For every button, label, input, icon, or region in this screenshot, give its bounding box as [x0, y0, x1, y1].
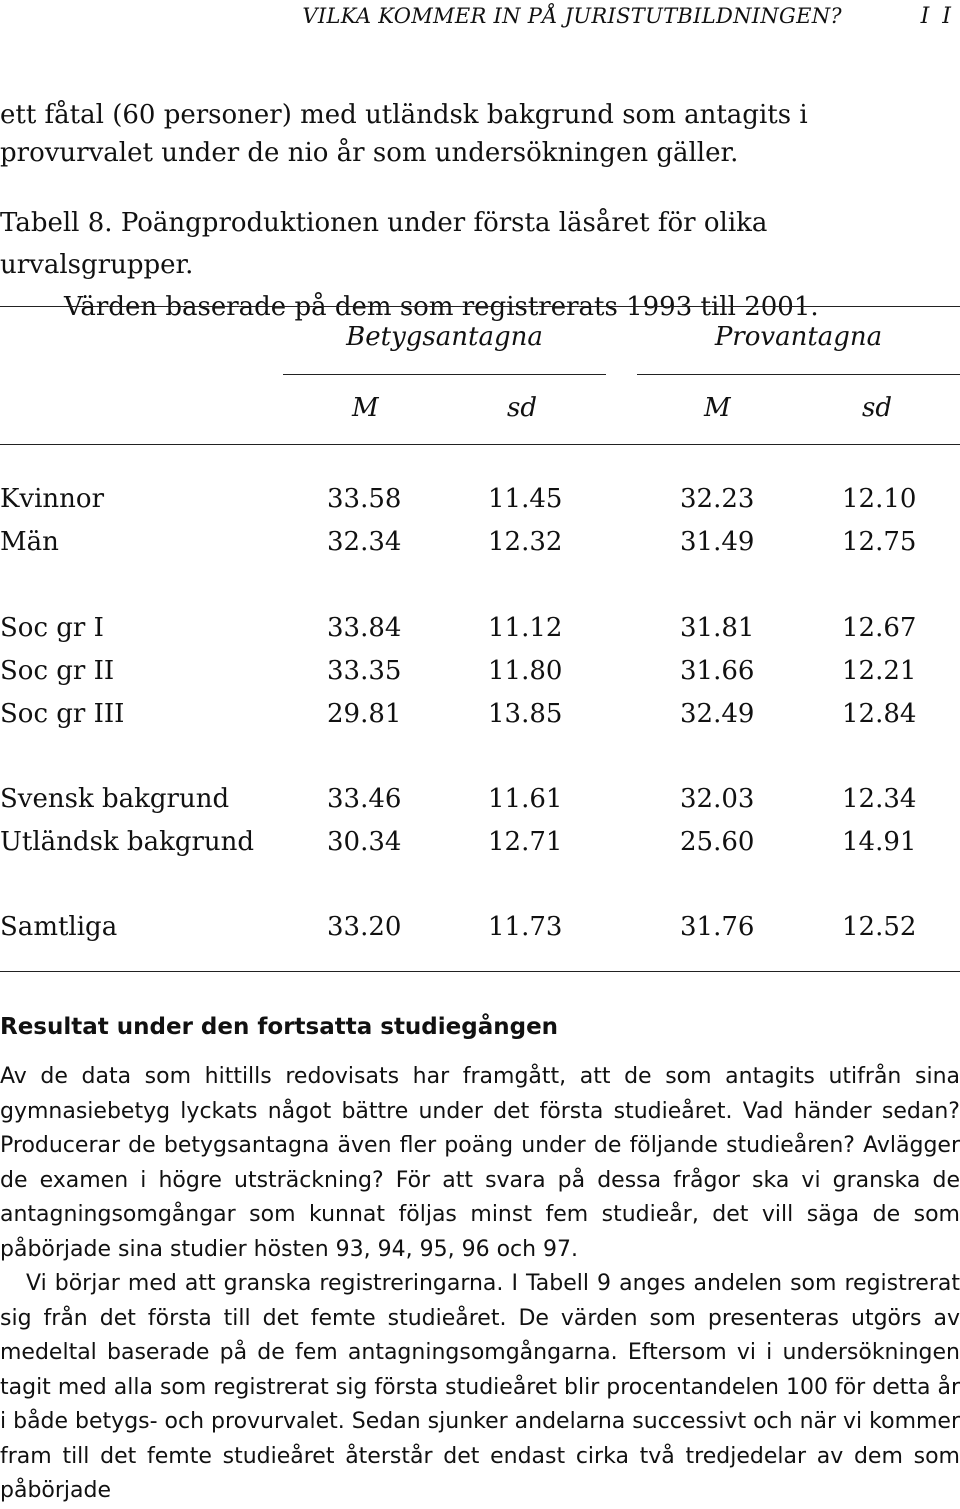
table-bottom-rule: [0, 971, 960, 972]
table-row: [0, 827, 960, 869]
cell-prov-m: 31.76: [680, 912, 755, 942]
table-row: [0, 484, 960, 526]
col-header-betyg-sd: sd: [507, 393, 537, 423]
cell-betyg-m: 29.81: [327, 699, 402, 729]
cell-prov-sd: 12.84: [842, 699, 917, 729]
cell-betyg-m: 33.35: [327, 656, 402, 686]
table-row: [0, 656, 960, 698]
group-rule-prov: [637, 374, 960, 375]
cell-prov-sd: 12.34: [842, 784, 917, 814]
cell-betyg-m: 33.46: [327, 784, 402, 814]
cell-betyg-sd: 12.71: [488, 827, 563, 857]
row-label: Kvinnor: [0, 484, 104, 514]
cell-prov-m: 31.81: [680, 613, 755, 643]
cell-betyg-m: 30.34: [327, 827, 402, 857]
cell-betyg-sd: 11.12: [488, 613, 563, 643]
cell-betyg-sd: 12.32: [488, 527, 563, 557]
running-header: [0, 4, 960, 34]
cell-prov-m: 32.49: [680, 699, 755, 729]
cell-prov-sd: 12.21: [842, 656, 917, 686]
row-label: Soc gr III: [0, 699, 125, 729]
row-label: Samtliga: [0, 912, 118, 942]
cell-betyg-sd: 11.80: [488, 656, 563, 686]
running-title: VILKA KOMMER IN PÅ JURISTUTBILDNINGEN?: [302, 4, 842, 28]
cell-betyg-sd: 11.73: [488, 912, 563, 942]
cell-prov-m: 25.60: [680, 827, 755, 857]
section-heading: Resultat under den fortsatta studiegången: [0, 1014, 559, 1040]
cell-betyg-m: 32.34: [327, 527, 402, 557]
paragraph-2: Vi börjar med att granska registreringarna. I Tabell 9 anges andelen som registrerat sig från det första till det femte studieåret. De värden som presenteras utgörs av medeltal baserade på de fem antagningsomgångarna. Eftersom vi i undersökningen tagit med alla som registrerat sig första studieåret blir procentandelen 100 för detta år i både betygs- och provurvalet. Sedan sjunker andelarna successivt och när vi kommer fram till det femte studieåret återstår det endast cirka två tredjedelar av dem som påbörjade: [0, 1271, 960, 1503]
intro-paragraph: ett fåtal (60 personer) med utländsk bakgrund som antagits i provurvalet under de nio år som undersökningen gäller.: [0, 100, 808, 168]
cell-prov-m: 31.66: [680, 656, 755, 686]
cell-prov-m: 32.03: [680, 784, 755, 814]
cell-prov-m: 32.23: [680, 484, 755, 514]
table-caption-line2: Värden baserade på dem som registrerats 1993 till 2001.: [64, 292, 819, 322]
row-label: Soc gr II: [0, 656, 115, 686]
col-header-betyg-m: M: [352, 393, 379, 423]
cell-prov-sd: 14.91: [842, 827, 917, 857]
table-row: [0, 527, 960, 569]
cell-prov-sd: 12.67: [842, 613, 917, 643]
body-text: [0, 1060, 960, 1509]
cell-betyg-m: 33.58: [327, 484, 402, 514]
cell-betyg-m: 33.84: [327, 613, 402, 643]
table-header-rule: [0, 444, 960, 445]
cell-betyg-sd: 11.61: [488, 784, 563, 814]
table-row: [0, 613, 960, 655]
row-label: Soc gr I: [0, 613, 104, 643]
table-row: [0, 699, 960, 741]
table-row: [0, 784, 960, 826]
row-label: Svensk bakgrund: [0, 784, 230, 814]
group-header-provantagna: Provantagna: [714, 322, 883, 352]
cell-betyg-sd: 11.45: [488, 484, 563, 514]
table-caption-line1: Tabell 8. Poängproduktionen under första läsåret för olika urvalsgrupper.: [0, 208, 768, 280]
col-header-prov-m: M: [704, 393, 731, 423]
cell-prov-sd: 12.52: [842, 912, 917, 942]
table-row: [0, 912, 960, 954]
cell-prov-sd: 12.75: [842, 527, 917, 557]
table-top-rule: [0, 306, 960, 307]
row-label: Utländsk bakgrund: [0, 827, 255, 857]
cell-betyg-m: 33.20: [327, 912, 402, 942]
row-label: Män: [0, 527, 59, 557]
cell-betyg-sd: 13.85: [488, 699, 563, 729]
table-caption: [0, 202, 960, 328]
col-header-prov-sd: sd: [862, 393, 892, 423]
group-header-betygsantagna: Betygsantagna: [346, 322, 543, 352]
group-rule-betyg: [283, 374, 606, 375]
cell-prov-sd: 12.10: [842, 484, 917, 514]
paragraph-1: Av de data som hittills redovisats har framgått, att de som antagits utifrån sina gymnasiebetyg lyckats något bättre under det första studieåret. Vad händer sedan? Producerar de betygsantagna även fler poäng under de följande studieåren? Avlägger de examen i högre utsträckning? För att svara på dessa frågor ska vi granska de antagningsomgångar som kunnat följas minst fem studieår, det vill säga de som påbörjade sina studier hösten 93, 94, 95, 96 och 97.: [0, 1064, 960, 1262]
page-number: I I: [920, 4, 954, 29]
cell-prov-m: 31.49: [680, 527, 755, 557]
